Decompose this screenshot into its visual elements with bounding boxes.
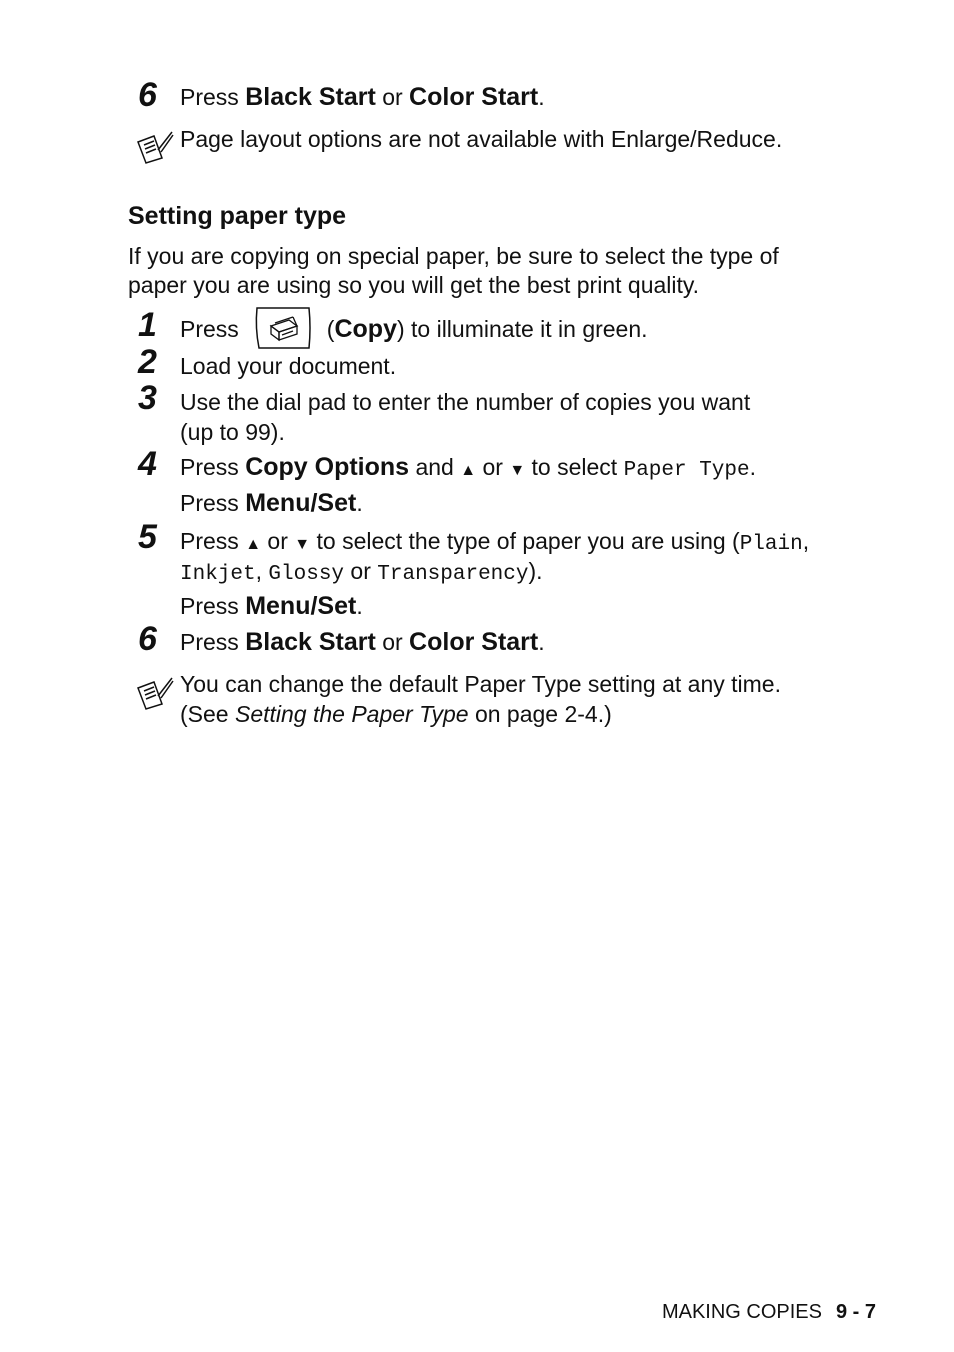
step-text: Load your document. (180, 353, 397, 379)
note-text: Page layout options are not available with Enlarge/Reduce. (180, 126, 783, 152)
step-text: Press Black Start or Color Start. (180, 628, 545, 656)
lcd-inkjet: Inkjet (180, 563, 256, 586)
section-heading: Setting paper type (128, 202, 347, 230)
down-arrow-icon: ▼ (294, 536, 311, 553)
copy-key-icon (253, 306, 313, 348)
step-text: Press Black Start or Color Start. (180, 83, 545, 111)
down-arrow-icon: ▼ (509, 462, 526, 479)
step-number: 1 (138, 306, 157, 344)
menu-set-key: Menu/Set (245, 592, 357, 620)
note-pencil-icon (136, 130, 174, 164)
step-number: 6 (138, 76, 157, 114)
step-number: 2 (138, 343, 157, 381)
lcd-glossy: Glossy (268, 563, 345, 586)
step-text: Press Menu/Set. (180, 592, 363, 620)
intro-paragraph: If you are copying on special paper, be sure to select the type of paper you are using so you will get the best print quality. (128, 243, 779, 298)
page-footer (662, 1300, 876, 1324)
color-start-key: Color Start (409, 628, 539, 656)
step-text: Press ▲ or ▼ to select the type of paper you are using (Plain, (180, 528, 810, 556)
up-arrow-icon: ▲ (245, 536, 262, 553)
step-number: 4 (138, 445, 157, 483)
lcd-plain: Plain (739, 533, 803, 556)
page-number: 9 - 7 (835, 1301, 876, 1323)
copy-options-key: Copy Options (245, 453, 410, 481)
color-start-key: Color Start (409, 83, 539, 111)
step-text: Press Menu/Set. (180, 489, 363, 517)
footer-section: MAKING COPIES (661, 1301, 822, 1323)
menu-set-key: Menu/Set (245, 489, 357, 517)
step-number: 3 (138, 379, 157, 417)
black-start-key: Black Start (245, 83, 376, 111)
step-text: Press Copy Options and ▲ or ▼ to select Paper Type. (180, 453, 757, 482)
lcd-paper-type: Paper Type (623, 459, 750, 482)
black-start-key: Black Start (245, 628, 376, 656)
note-text: You can change the default Paper Type setting at any time. (See Setting the Paper Type on page 2-4.) (180, 671, 781, 727)
step-number: 6 (138, 620, 157, 658)
step-text: Press (Copy) to illuminate it in green. (180, 314, 648, 348)
step-text: Inkjet, Glossy or Transparency). (180, 558, 543, 586)
step-text: Use the dial pad to enter the number of copies you want (up to 99). (180, 389, 751, 445)
copy-key-label: Copy (334, 315, 397, 344)
lcd-transparency: Transparency (377, 563, 529, 586)
up-arrow-icon: ▲ (460, 462, 477, 479)
step-number: 5 (138, 518, 157, 556)
cross-reference: Setting the Paper Type (234, 701, 469, 727)
note-pencil-icon (136, 676, 174, 710)
